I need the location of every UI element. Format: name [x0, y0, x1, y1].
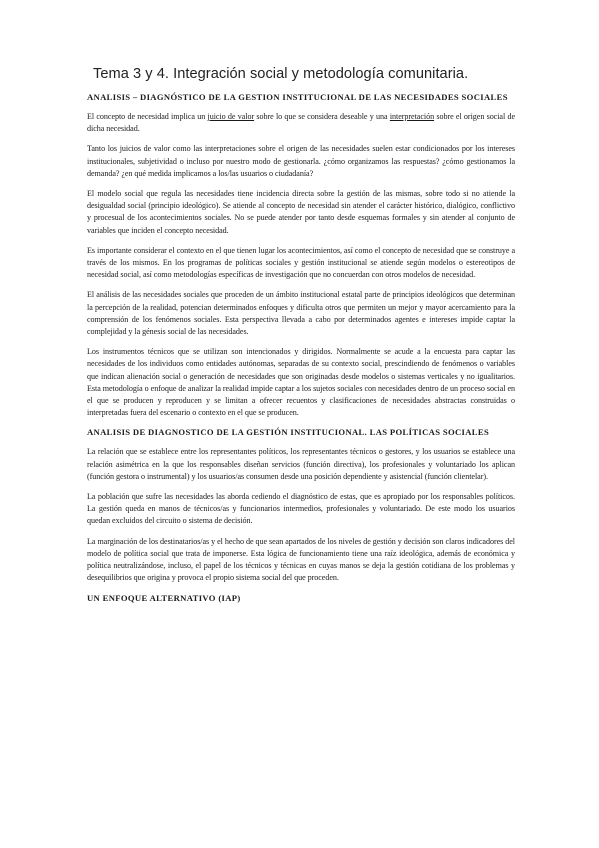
paragraph: El análisis de las necesidades sociales que proceden de un ámbito institucional estatal parte de principios ideológicos que determinan la percepción de la realidad, potencian determinados enfoques y dificulta otros que permiten un mejor y mayor acercamiento para la comprensión de los fenómenos sociales. Esta perspectiva llevada a cabo por determinados agentes e intereses impide captar la complejidad y la génesis social de las necesidades. — [87, 290, 515, 337]
paragraph-text: sobre el origen social de dicha necesidad. — [87, 112, 515, 134]
paragraph: La relación que se establece entre los representantes políticos, los representantes técnicos o gestores, y los usuarios se establece una relación asimétrica en la que los responsables diseñan servicios (función directiva), los profesionales y voluntariado los aplican (función gestora o instrumental) y los usuarios/as consumen desde una posición dependiente y asistencial (función clientelar). — [87, 447, 515, 481]
section-heading: UN ENFOQUE ALTERNATIVO (IAP) — [87, 592, 241, 603]
underlined-term: interpretación — [389, 112, 435, 121]
paragraph — [87, 111, 515, 135]
paragraph: El modelo social que regula las necesidades tiene incidencia directa sobre la gestión de las mismas, sobre todo si no atiende la desigualdad social (principio ideológico). Se atiende al concepto de necesidad sin atender el carácter histórico, dialógico, conflictivo y procesual de los acontecimientos sociales. No se puede atender por tanto desde esquemas formales y sin atender al conjunto de variables que inciden el concepto necesidad. — [87, 189, 515, 235]
document-title: Tema 3 y 4. Integración social y metodología comunitaria. — [93, 66, 469, 82]
paragraph: Los instrumentos técnicos que se utilizan son intencionados y dirigidos. Normalmente se acude a la encuesta para captar las necesidades de los individuos como entidades autónomas, separadas de su contexto social, prescindiendo de fenómenos o variables que indican alienación social o generación de necesidades que son originadas desde modelos o sistemas verticales y no igualitarios. Esta metodología o enfoque de analizar la realidad impide captar a los sujetos sociales con necesidades dentro de un proceso social en el que se producen y reproducen y se limitan a ofrecer recuentos y clasificaciones de necesidades abstractas construidas o interpretadas fuera del escenario o contexto en el que se producen. — [87, 347, 515, 418]
paragraph: La población que sufre las necesidades las aborda cediendo el diagnóstico de estas, que es apropiado por los responsables políticos. La gestión queda en manos de técnicos/as y funcionarios intermedios, profesionales y voluntariado. De este modo los usuarios quedan excluidos del circuito o sistema de decisión. — [87, 492, 515, 526]
section-heading: ANALISIS – DIAGNÓSTICO DE LA GESTION INSTITUCIONAL DE LAS NECESIDADES SOCIALES — [87, 92, 508, 102]
paragraph: Es importante considerar el contexto en el que tienen lugar los acontecimientos, así como el concepto de necesidad que se construye a través de los mismos. En los programas de políticas sociales y gestión institucional se atiende según modelos o estereotipos de necesidad social, así como metodologías específicas de investigación que no concuerdan con otros modelos de necesidad. — [87, 245, 515, 280]
paragraph: La marginación de los destinatarios/as y el hecho de que sean apartados de los niveles de gestión y decisión son claros indicadores del modelo de política social que trata de imponerse. Esta lógica de funcionamiento tiene una raíz ideológica, además de económica y política neutralizándose, incluso, el papel de los técnicos y técnicas en cuyas manos se deja la gestión cotidiana de los problemas y desequilibrios que origina y provoca el propio sistema social del que proceden. — [87, 536, 515, 583]
section-heading: ANALISIS DE DIAGNOSTICO DE LA GESTIÓN INSTITUCIONAL. LAS POLÍTICAS SOCIALES — [87, 427, 490, 438]
paragraph-text: sobre lo que se considera deseable y una — [254, 112, 390, 121]
paragraph: Tanto los juicios de valor como las interpretaciones sobre el origen de las necesidades suelen estar condicionados por los intereses institucionales, subjetividad o incluso por nuestro modo de gestionarla. ¿cómo organizamos las respuestas? ¿cómo gestionamos la demanda? ¿en qué medida implicamos a los/las usuarios o ciudadanía? — [87, 144, 515, 178]
underlined-term: juicio de valor — [207, 112, 255, 121]
paragraph-text: El concepto de necesidad implica un — [87, 112, 208, 121]
